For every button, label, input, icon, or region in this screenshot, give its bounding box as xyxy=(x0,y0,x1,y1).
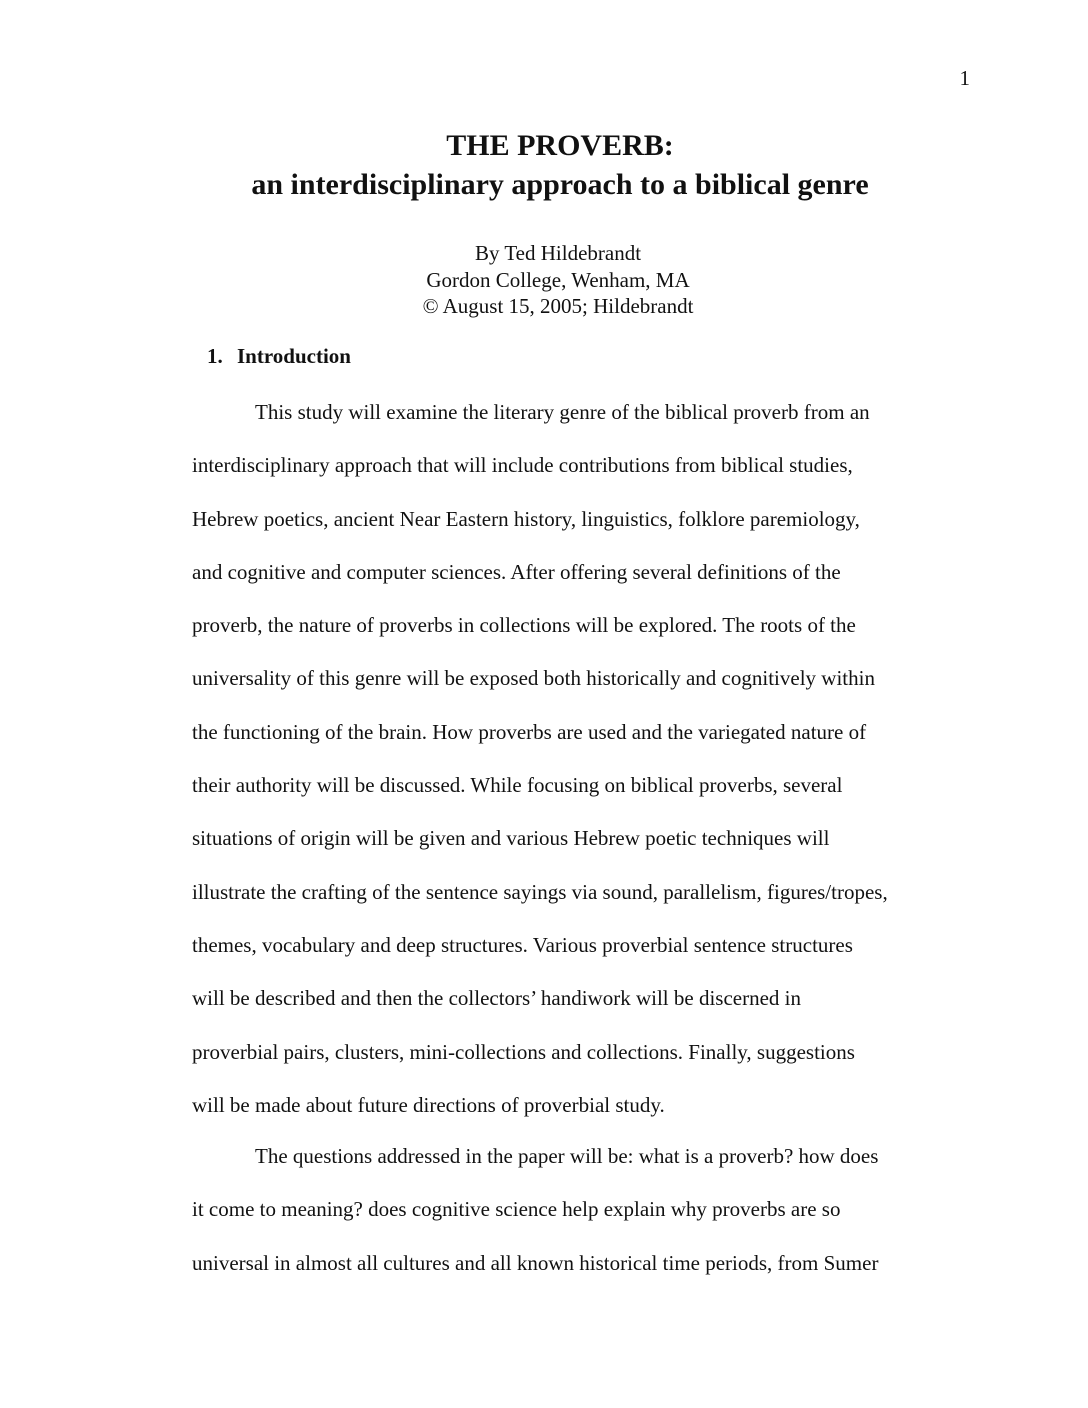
text-line: will be described and then the collectors’ handiwork will be discerned in xyxy=(192,986,801,1011)
section-heading xyxy=(207,344,351,369)
text-line: their authority will be discussed. While focusing on biblical proverbs, several xyxy=(192,773,843,798)
author-name: By Ted Hildebrandt xyxy=(474,241,642,265)
paragraph-1 xyxy=(192,397,972,1143)
paragraph-2 xyxy=(192,1141,972,1301)
text-line: universal in almost all cultures and all known historical time periods, from Sumer xyxy=(192,1250,879,1275)
title-line-1: THE PROVERB: xyxy=(446,129,674,162)
text-line: universality of this genre will be exposed both historically and cognitively within xyxy=(192,666,875,691)
title-line-2: an interdisciplinary approach to a biblical genre xyxy=(251,168,869,201)
text-line: The questions addressed in the paper will be: what is a proverb? how does xyxy=(192,1144,879,1168)
text-line: themes, vocabulary and deep structures. Various proverbial sentence structures xyxy=(192,932,853,957)
text-line: the functioning of the brain. How proverbs are used and the variegated nature of xyxy=(192,719,867,744)
text-line: situations of origin will be given and various Hebrew poetic techniques will xyxy=(192,826,830,851)
text-line: Hebrew poetics, ancient Near Eastern history, linguistics, folklore paremiology, xyxy=(192,506,860,531)
author-affiliation: Gordon College, Wenham, MA xyxy=(426,267,690,292)
section-number: 1. xyxy=(207,344,223,368)
text-line: illustrate the crafting of the sentence sayings via sound, parallelism, figures/tropes, xyxy=(192,879,888,904)
text-line: proverbial pairs, clusters, mini-collections and collections. Finally, suggestions xyxy=(192,1039,855,1064)
text-line: proverb, the nature of proverbs in collections will be explored. The roots of the xyxy=(192,613,856,638)
text-line: interdisciplinary approach that will include contributions from biblical studies, xyxy=(192,453,853,478)
paper-title xyxy=(0,126,1088,204)
text-line: This study will examine the literary genre of the biblical proverb from an xyxy=(192,400,870,424)
text-line: and cognitive and computer sciences. After offering several definitions of the xyxy=(192,559,841,584)
text-line: will be made about future directions of proverbial study. xyxy=(192,1092,665,1117)
text-line: it come to meaning? does cognitive science help explain why proverbs are so xyxy=(192,1197,841,1222)
copyright-notice: © August 15, 2005; Hildebrandt xyxy=(422,294,694,318)
byline xyxy=(0,240,1088,320)
page-number: 1 xyxy=(959,66,970,90)
section-title: Introduction xyxy=(237,344,351,368)
